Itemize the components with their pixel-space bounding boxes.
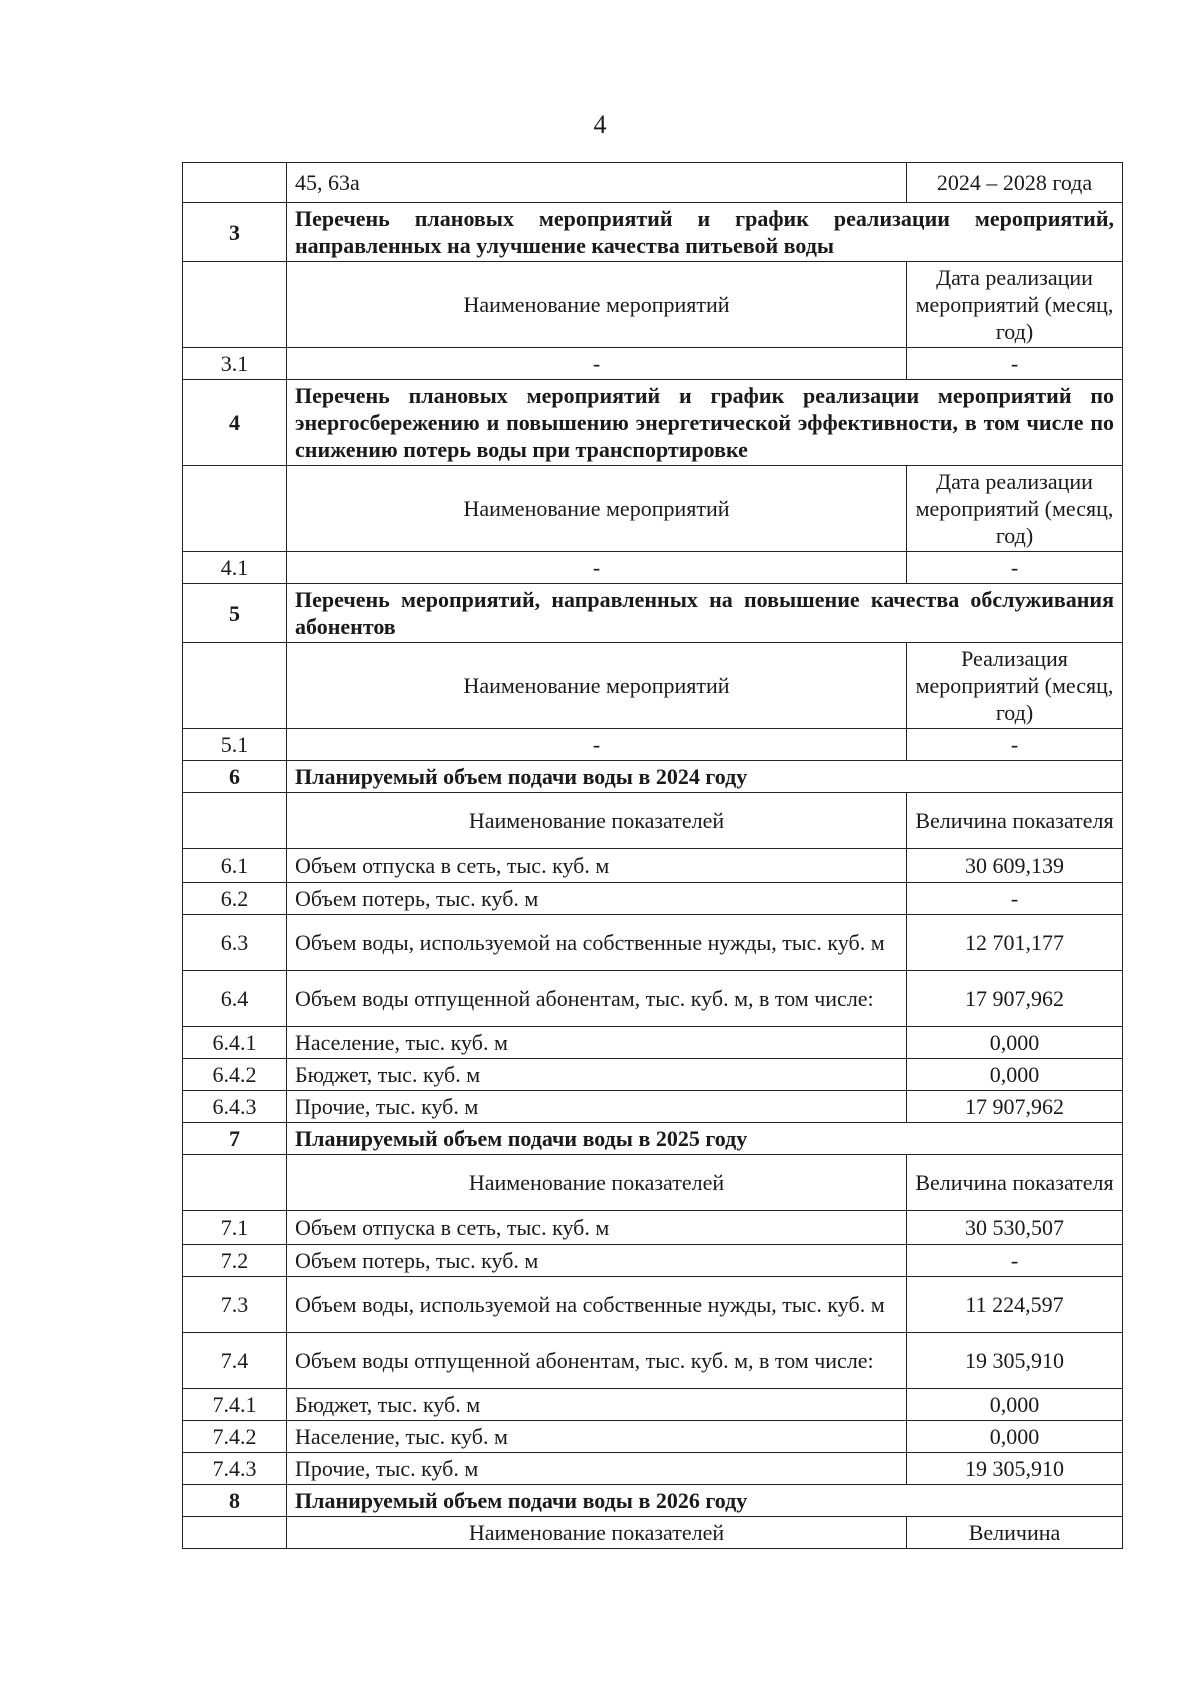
row-name: Объем воды, используемой на собственные нужды, тыс. куб. м [287, 915, 907, 971]
table-row [183, 849, 1123, 883]
header-row [183, 643, 1123, 729]
section-row [183, 761, 1123, 793]
table-row [183, 971, 1123, 1027]
table-row [183, 348, 1123, 380]
row-number: 7.2 [183, 1245, 287, 1277]
row-name: Объем потерь, тыс. куб. м [287, 1245, 907, 1277]
row-name: Объем потерь, тыс. куб. м [287, 883, 907, 915]
row-name: Объем воды отпущенной абонентам, тыс. куб. м, в том числе: [287, 971, 907, 1027]
table-row [183, 1277, 1123, 1333]
row-value: - [907, 883, 1123, 915]
section-row [183, 584, 1123, 643]
row-name: - [287, 552, 907, 584]
row-number: 6.4.1 [183, 1027, 287, 1059]
row-number: 3.1 [183, 348, 287, 380]
table-row [183, 1453, 1123, 1485]
section-number: 6 [183, 761, 287, 793]
section-row [183, 203, 1123, 262]
column-header-value: Дата реализации мероприятий (месяц, год) [907, 262, 1123, 348]
row-number: 7.4.3 [183, 1453, 287, 1485]
row-number: 7.4.1 [183, 1389, 287, 1421]
column-header-value: Величина показателя [907, 1155, 1123, 1211]
table-row [183, 1421, 1123, 1453]
row-value: - [907, 1245, 1123, 1277]
table-row [183, 1245, 1123, 1277]
row-name: Объем отпуска в сеть, тыс. куб. м [287, 1211, 907, 1245]
section-title: Планируемый объем подачи воды в 2026 году [287, 1485, 1123, 1517]
row-value: 2024 – 2028 года [907, 163, 1123, 203]
column-header-value: Дата реализации мероприятий (месяц, год) [907, 466, 1123, 552]
row-value: 0,000 [907, 1421, 1123, 1453]
row-name: Бюджет, тыс. куб. м [287, 1389, 907, 1421]
header-row [183, 1517, 1123, 1549]
table-row [183, 883, 1123, 915]
row-value: 17 907,962 [907, 971, 1123, 1027]
column-header-value: Величина показателя [907, 793, 1123, 849]
empty-cell [183, 643, 287, 729]
row-name: Объем воды отпущенной абонентам, тыс. куб. м, в том числе: [287, 1333, 907, 1389]
row-name: Население, тыс. куб. м [287, 1421, 907, 1453]
row-value: 30 530,507 [907, 1211, 1123, 1245]
table-row [183, 163, 1123, 203]
section-number: 5 [183, 584, 287, 643]
column-header-name: Наименование мероприятий [287, 262, 907, 348]
row-number: 4.1 [183, 552, 287, 584]
row-name: Прочие, тыс. куб. м [287, 1453, 907, 1485]
section-row [183, 380, 1123, 466]
empty-cell [183, 262, 287, 348]
table-row [183, 729, 1123, 761]
section-number: 4 [183, 380, 287, 466]
section-row [183, 1485, 1123, 1517]
header-row [183, 793, 1123, 849]
row-value: 0,000 [907, 1059, 1123, 1091]
row-value: 0,000 [907, 1027, 1123, 1059]
table-row [183, 1059, 1123, 1091]
header-row [183, 1155, 1123, 1211]
column-header-name: Наименование показателей [287, 1155, 907, 1211]
header-row [183, 262, 1123, 348]
row-number: 6.4.3 [183, 1091, 287, 1123]
row-value: 19 305,910 [907, 1453, 1123, 1485]
row-value: 17 907,962 [907, 1091, 1123, 1123]
table-row [183, 1389, 1123, 1421]
row-number: 7.3 [183, 1277, 287, 1333]
row-value: 11 224,597 [907, 1277, 1123, 1333]
row-name: Население, тыс. куб. м [287, 1027, 907, 1059]
row-number: 6.4 [183, 971, 287, 1027]
column-header-value: Величина [907, 1517, 1123, 1549]
row-number: 7.1 [183, 1211, 287, 1245]
table-row [183, 552, 1123, 584]
section-number: 8 [183, 1485, 287, 1517]
table-row [183, 915, 1123, 971]
section-number: 7 [183, 1123, 287, 1155]
row-number: 6.2 [183, 883, 287, 915]
row-number: 7.4 [183, 1333, 287, 1389]
section-row [183, 1123, 1123, 1155]
section-title: Перечень плановых мероприятий и график реализации мероприятий, направленных на улучшение качества питьевой воды [287, 203, 1123, 262]
row-value: 30 609,139 [907, 849, 1123, 883]
section-title: Перечень мероприятий, направленных на повышение качества обслуживания абонентов [287, 584, 1123, 643]
table-row [183, 1091, 1123, 1123]
section-number: 3 [183, 203, 287, 262]
row-value: 0,000 [907, 1389, 1123, 1421]
section-title: Планируемый объем подачи воды в 2024 году [287, 761, 1123, 793]
section-title: Планируемый объем подачи воды в 2025 году [287, 1123, 1123, 1155]
column-header-name: Наименование показателей [287, 793, 907, 849]
table-row [183, 1211, 1123, 1245]
row-name: Прочие, тыс. куб. м [287, 1091, 907, 1123]
page-number: 4 [593, 110, 607, 139]
row-name: Бюджет, тыс. куб. м [287, 1059, 907, 1091]
row-value: - [907, 729, 1123, 761]
row-value: - [907, 552, 1123, 584]
row-number [183, 163, 287, 203]
row-value: 19 305,910 [907, 1333, 1123, 1389]
empty-cell [183, 1517, 287, 1549]
empty-cell [183, 1155, 287, 1211]
row-number: 6.1 [183, 849, 287, 883]
table-row [183, 1027, 1123, 1059]
header-row [183, 466, 1123, 552]
row-name: Объем воды, используемой на собственные нужды, тыс. куб. м [287, 1277, 907, 1333]
empty-cell [183, 466, 287, 552]
row-number: 7.4.2 [183, 1421, 287, 1453]
column-header-name: Наименование мероприятий [287, 643, 907, 729]
column-header-name: Наименование показателей [287, 1517, 907, 1549]
column-header-name: Наименование мероприятий [287, 466, 907, 552]
column-header-value: Реализация мероприятий (месяц, год) [907, 643, 1123, 729]
table-row [183, 1333, 1123, 1389]
row-name: Объем отпуска в сеть, тыс. куб. м [287, 849, 907, 883]
plan-table [182, 162, 1123, 1549]
section-title: Перечень плановых мероприятий и график реализации мероприятий по энергосбережению и повышению энергетической эффективности, в том числе по снижению потерь воды при транспортировке [287, 380, 1123, 466]
row-name: - [287, 348, 907, 380]
row-number: 5.1 [183, 729, 287, 761]
row-number: 6.4.2 [183, 1059, 287, 1091]
row-value: 12 701,177 [907, 915, 1123, 971]
row-name: - [287, 729, 907, 761]
row-name: 45, 63а [287, 163, 907, 203]
row-value: - [907, 348, 1123, 380]
empty-cell [183, 793, 287, 849]
row-number: 6.3 [183, 915, 287, 971]
